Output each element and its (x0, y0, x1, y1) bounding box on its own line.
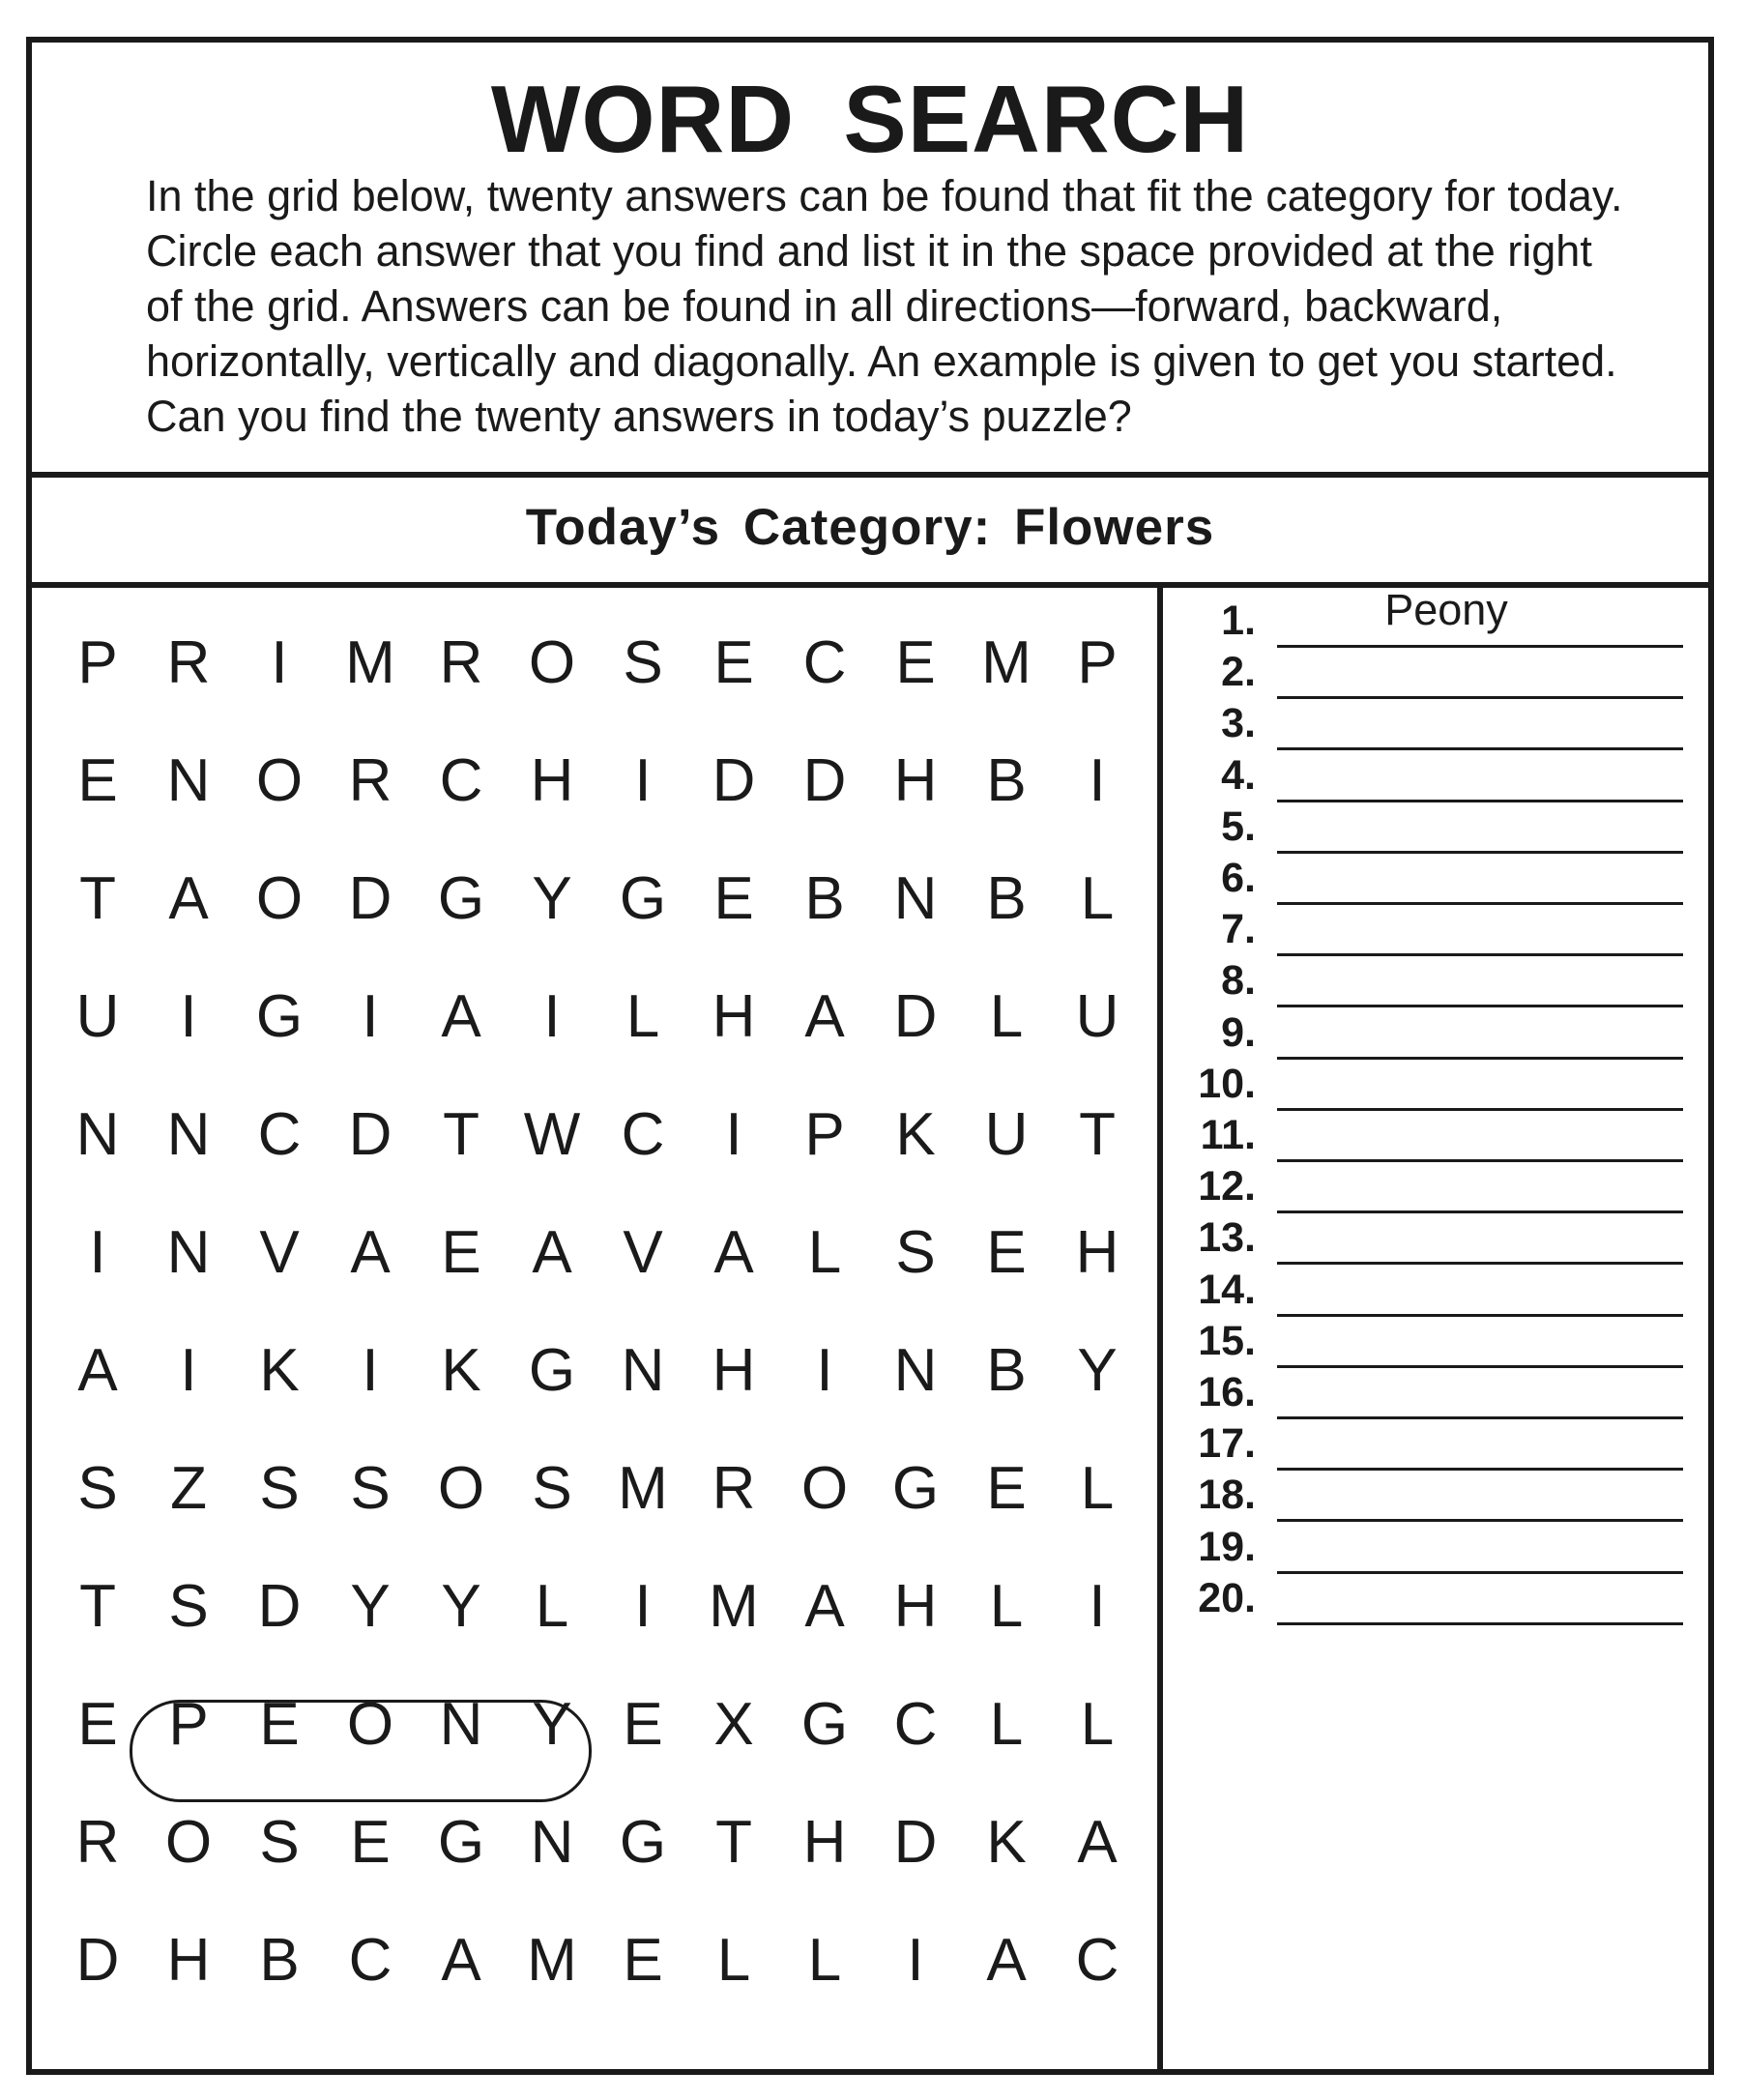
answer-number: 20. (1198, 1574, 1256, 1621)
answer-number: 9. (1221, 1008, 1256, 1056)
grid-letter[interactable]: A (713, 1218, 754, 1286)
grid-letter[interactable]: U (75, 982, 120, 1050)
grid-letter[interactable]: G (528, 1336, 576, 1404)
grid-letter[interactable]: K (259, 1336, 300, 1404)
grid-letter[interactable]: L (1080, 864, 1115, 932)
grid-letter[interactable]: R (166, 628, 211, 696)
grid-letter[interactable]: I (816, 1336, 833, 1404)
answer-row (1163, 1155, 1704, 1213)
grid-letter[interactable]: E (623, 1926, 663, 1994)
grid-letter[interactable]: N (621, 1336, 665, 1404)
grid-letter[interactable]: B (259, 1926, 300, 1994)
page-title: WORD SEARCH (490, 66, 1250, 172)
answer-number: 7. (1221, 906, 1256, 953)
grid-letter[interactable]: S (259, 1808, 300, 1876)
grid-letter[interactable]: O (528, 628, 576, 696)
answer-number: 13. (1198, 1214, 1256, 1262)
grid-letter[interactable]: H (166, 1926, 211, 1994)
grid-letter[interactable]: G (437, 1808, 485, 1876)
grid-letter[interactable]: Y (532, 864, 572, 932)
answer-row (1163, 1002, 1704, 1060)
grid-letter[interactable]: I (271, 628, 288, 696)
grid-letter[interactable]: R (348, 746, 392, 814)
grid-letter[interactable]: B (804, 864, 845, 932)
grid-letter[interactable]: S (77, 1454, 118, 1522)
grid-letter[interactable]: C (257, 1100, 302, 1168)
category-section (32, 472, 1708, 588)
grid-letter[interactable]: C (893, 1690, 938, 1758)
grid-letter[interactable]: U (984, 1100, 1029, 1168)
grid-letter[interactable]: X (713, 1690, 754, 1758)
grid-letter[interactable]: S (259, 1454, 300, 1522)
answer-number: 12. (1198, 1163, 1256, 1210)
answer-number: 16. (1198, 1369, 1256, 1415)
instructions-text: In the grid below, twenty answers can be found that fit the category for today. Circle each answer that you find and list it in the space provided at the right of the grid. Answers can be found in all directions—forward, backward, horizontally, vertically and diagonally. An example is given to get you started. Can you find the twenty answers in today’s puzzle? (146, 171, 1623, 441)
answer-row (1163, 1464, 1704, 1522)
grid-letter[interactable]: H (530, 746, 574, 814)
grid-letter[interactable]: E (77, 746, 118, 814)
grid-letter[interactable]: T (1079, 1100, 1116, 1168)
grid-letter[interactable]: G (437, 864, 485, 932)
grid-letter[interactable]: I (1089, 746, 1106, 814)
grid-letter[interactable]: M (345, 628, 395, 696)
grid-letter[interactable]: I (1089, 1572, 1106, 1640)
grid-letter[interactable]: N (530, 1808, 574, 1876)
grid-letter[interactable]: K (895, 1100, 936, 1168)
grid-letter[interactable]: A (532, 1218, 572, 1286)
grid-letter[interactable]: H (893, 1572, 938, 1640)
grid-letter[interactable]: L (989, 982, 1024, 1050)
grid-letter[interactable]: L (989, 1572, 1024, 1640)
grid-letter[interactable]: G (255, 982, 304, 1050)
answer-number: 19. (1198, 1523, 1256, 1570)
grid-letter[interactable]: D (348, 864, 392, 932)
grid-letter[interactable]: D (257, 1572, 302, 1640)
grid-letter[interactable]: A (804, 1572, 845, 1640)
grid-letter[interactable]: U (1075, 982, 1119, 1050)
answer-row (1163, 692, 1704, 750)
grid-letter[interactable]: H (893, 746, 938, 814)
grid-letter[interactable]: O (346, 1690, 394, 1758)
grid-letter[interactable]: A (804, 982, 845, 1050)
grid-letter[interactable]: L (716, 1926, 751, 1994)
grid-letter[interactable]: I (180, 1336, 197, 1404)
header-section (32, 43, 1708, 478)
grid-letter[interactable]: A (441, 982, 481, 1050)
grid-letter[interactable]: C (439, 746, 483, 814)
answer-row (1163, 898, 1704, 956)
grid-letter[interactable]: Y (350, 1572, 391, 1640)
grid-letter[interactable]: A (350, 1218, 391, 1286)
grid-letter[interactable]: L (989, 1690, 1024, 1758)
grid-letter[interactable]: E (895, 628, 936, 696)
category-label: Today’s Category: Flowers (525, 498, 1215, 556)
grid-letter[interactable]: S (895, 1218, 936, 1286)
answer-row (1163, 1516, 1704, 1574)
grid-letter[interactable]: G (800, 1690, 849, 1758)
grid-letter[interactable]: W (523, 1100, 581, 1168)
grid-letter[interactable]: I (725, 1100, 742, 1168)
answer-list (1163, 585, 1714, 2075)
grid-letter[interactable]: M (981, 628, 1032, 696)
grid-letter[interactable]: S (350, 1454, 391, 1522)
grid-letter[interactable]: K (441, 1336, 481, 1404)
grid-letter[interactable]: D (802, 746, 847, 814)
grid-letter[interactable]: B (986, 746, 1027, 814)
grid-letter[interactable]: B (986, 1336, 1027, 1404)
answer-row (1163, 641, 1704, 699)
answer-row (1163, 796, 1704, 854)
grid-letter[interactable]: H (802, 1808, 847, 1876)
answer-row (1163, 1104, 1704, 1162)
answer-number: 8. (1221, 957, 1256, 1005)
grid-letter[interactable]: C (621, 1100, 665, 1168)
grid-letter[interactable]: M (527, 1926, 577, 1994)
grid-letter[interactable]: I (634, 1572, 652, 1640)
puzzle-frame (26, 37, 1714, 2075)
answer-row (1163, 1053, 1704, 1111)
grid-letter[interactable]: B (986, 864, 1027, 932)
grid-letter[interactable]: A (168, 864, 209, 932)
answer-number: 5. (1221, 802, 1256, 850)
answer-blank-line[interactable] (1277, 1622, 1683, 1625)
grid-letter[interactable]: L (625, 982, 660, 1050)
answer-number: 10. (1198, 1060, 1256, 1107)
grid-letter[interactable]: C (802, 628, 847, 696)
grid-letter[interactable]: G (619, 1808, 667, 1876)
grid-letter[interactable]: T (79, 864, 116, 932)
grid-letter[interactable]: T (79, 1572, 116, 1640)
grid-letter[interactable]: N (166, 1218, 211, 1286)
grid-letter[interactable]: I (543, 982, 561, 1050)
grid-letter[interactable]: N (166, 1100, 211, 1168)
answer-row (1163, 1361, 1704, 1419)
letter-grid-area (32, 588, 1163, 2075)
grid-letter[interactable]: I (180, 982, 197, 1050)
answer-row (1163, 1259, 1704, 1317)
answer-row (1163, 1310, 1704, 1368)
grid-letter[interactable]: L (1080, 1454, 1115, 1522)
grid-letter[interactable]: C (348, 1926, 392, 1994)
grid-letter[interactable]: V (259, 1218, 300, 1286)
answer-number: 15. (1198, 1317, 1256, 1364)
grid-letter[interactable]: A (77, 1336, 118, 1404)
grid-letter[interactable]: D (893, 1808, 938, 1876)
grid-letter[interactable]: Y (441, 1572, 481, 1640)
grid-letter[interactable]: E (713, 864, 754, 932)
answer-number: 14. (1198, 1266, 1256, 1313)
grid-letter[interactable]: L (807, 1218, 842, 1286)
grid-letter[interactable]: L (1080, 1690, 1115, 1758)
grid-letter[interactable]: T (443, 1100, 480, 1168)
grid-letter[interactable]: C (1075, 1926, 1119, 1994)
answer-number: 4. (1221, 751, 1256, 799)
grid-letter[interactable]: D (893, 982, 938, 1050)
grid-letter[interactable]: N (166, 746, 211, 814)
grid-letter[interactable]: S (532, 1454, 572, 1522)
example-answer-circle (130, 1700, 592, 1802)
grid-letter[interactable]: N (893, 864, 938, 932)
grid-letter[interactable]: E (441, 1218, 481, 1286)
grid-letter[interactable]: O (164, 1808, 213, 1876)
grid-letter[interactable]: E (350, 1808, 391, 1876)
answer-number: 11. (1200, 1112, 1256, 1158)
grid-letter[interactable]: L (535, 1572, 569, 1640)
grid-letter[interactable]: O (437, 1454, 485, 1522)
grid-letter[interactable]: D (712, 746, 756, 814)
grid-letter[interactable]: Y (532, 1690, 572, 1758)
grid-letter[interactable]: P (1077, 628, 1118, 696)
grid-letter[interactable]: I (89, 1218, 106, 1286)
grid-letter[interactable]: P (804, 1100, 845, 1168)
grid-letter[interactable]: P (77, 628, 118, 696)
answer-row (1163, 585, 1704, 648)
grid-letter[interactable]: N (893, 1336, 938, 1404)
grid-letter[interactable]: I (362, 1336, 379, 1404)
answer-row (1163, 847, 1704, 905)
answer-row (1163, 949, 1704, 1007)
grid-letter[interactable]: O (255, 864, 304, 932)
answer-row (1163, 744, 1704, 802)
grid-letter[interactable]: M (618, 1454, 668, 1522)
grid-letter[interactable]: H (1075, 1218, 1119, 1286)
grid-letter[interactable]: O (255, 746, 304, 814)
grid-letter[interactable]: O (800, 1454, 849, 1522)
answer-number: 1. (1221, 598, 1256, 644)
answer-text: Peony (1384, 585, 1508, 634)
grid-letter[interactable]: R (75, 1808, 120, 1876)
grid-letter[interactable]: R (712, 1454, 756, 1522)
grid-letter[interactable]: E (623, 1690, 663, 1758)
grid-letter[interactable]: P (168, 1690, 209, 1758)
grid-letter[interactable]: N (75, 1100, 120, 1168)
grid-letter[interactable]: A (986, 1926, 1027, 1994)
answer-row (1163, 1207, 1704, 1265)
answer-number: 17. (1198, 1420, 1256, 1468)
grid-letter[interactable]: G (619, 864, 667, 932)
grid-letter[interactable]: S (168, 1572, 209, 1640)
grid-letter[interactable]: Z (170, 1454, 207, 1522)
grid-letter[interactable]: M (709, 1572, 759, 1640)
answer-number: 18. (1198, 1472, 1256, 1519)
grid-letter[interactable]: Y (1077, 1336, 1118, 1404)
grid-letter[interactable]: A (1077, 1808, 1118, 1876)
grid-letter[interactable]: E (986, 1218, 1027, 1286)
grid-letter[interactable]: I (907, 1926, 924, 1994)
grid-letter[interactable]: E (713, 628, 754, 696)
grid-letter[interactable]: D (348, 1100, 392, 1168)
grid-letter[interactable]: N (439, 1690, 483, 1758)
grid-letter[interactable]: E (986, 1454, 1027, 1522)
grid-letter[interactable]: V (623, 1218, 663, 1286)
grid-letter[interactable]: H (712, 982, 756, 1050)
grid-letter[interactable]: E (77, 1690, 118, 1758)
grid-letter[interactable]: G (891, 1454, 940, 1522)
grid-letter[interactable]: S (623, 628, 663, 696)
letter-grid (52, 603, 1143, 2019)
answer-number: 6. (1221, 855, 1256, 901)
answer-number: 2. (1221, 649, 1256, 696)
grid-letter[interactable]: K (986, 1808, 1027, 1876)
answer-row (1163, 1567, 1704, 1625)
grid-letter[interactable]: D (75, 1926, 120, 1994)
answer-number: 3. (1221, 700, 1256, 747)
grid-letter[interactable]: A (441, 1926, 481, 1994)
grid-letter[interactable]: E (259, 1690, 300, 1758)
grid-letter[interactable]: L (807, 1926, 842, 1994)
grid-letter[interactable]: R (439, 628, 483, 696)
answer-row (1163, 1413, 1704, 1471)
grid-letter[interactable]: H (712, 1336, 756, 1404)
grid-letter[interactable]: I (362, 982, 379, 1050)
grid-letter[interactable]: T (715, 1808, 752, 1876)
grid-letter[interactable]: I (634, 746, 652, 814)
